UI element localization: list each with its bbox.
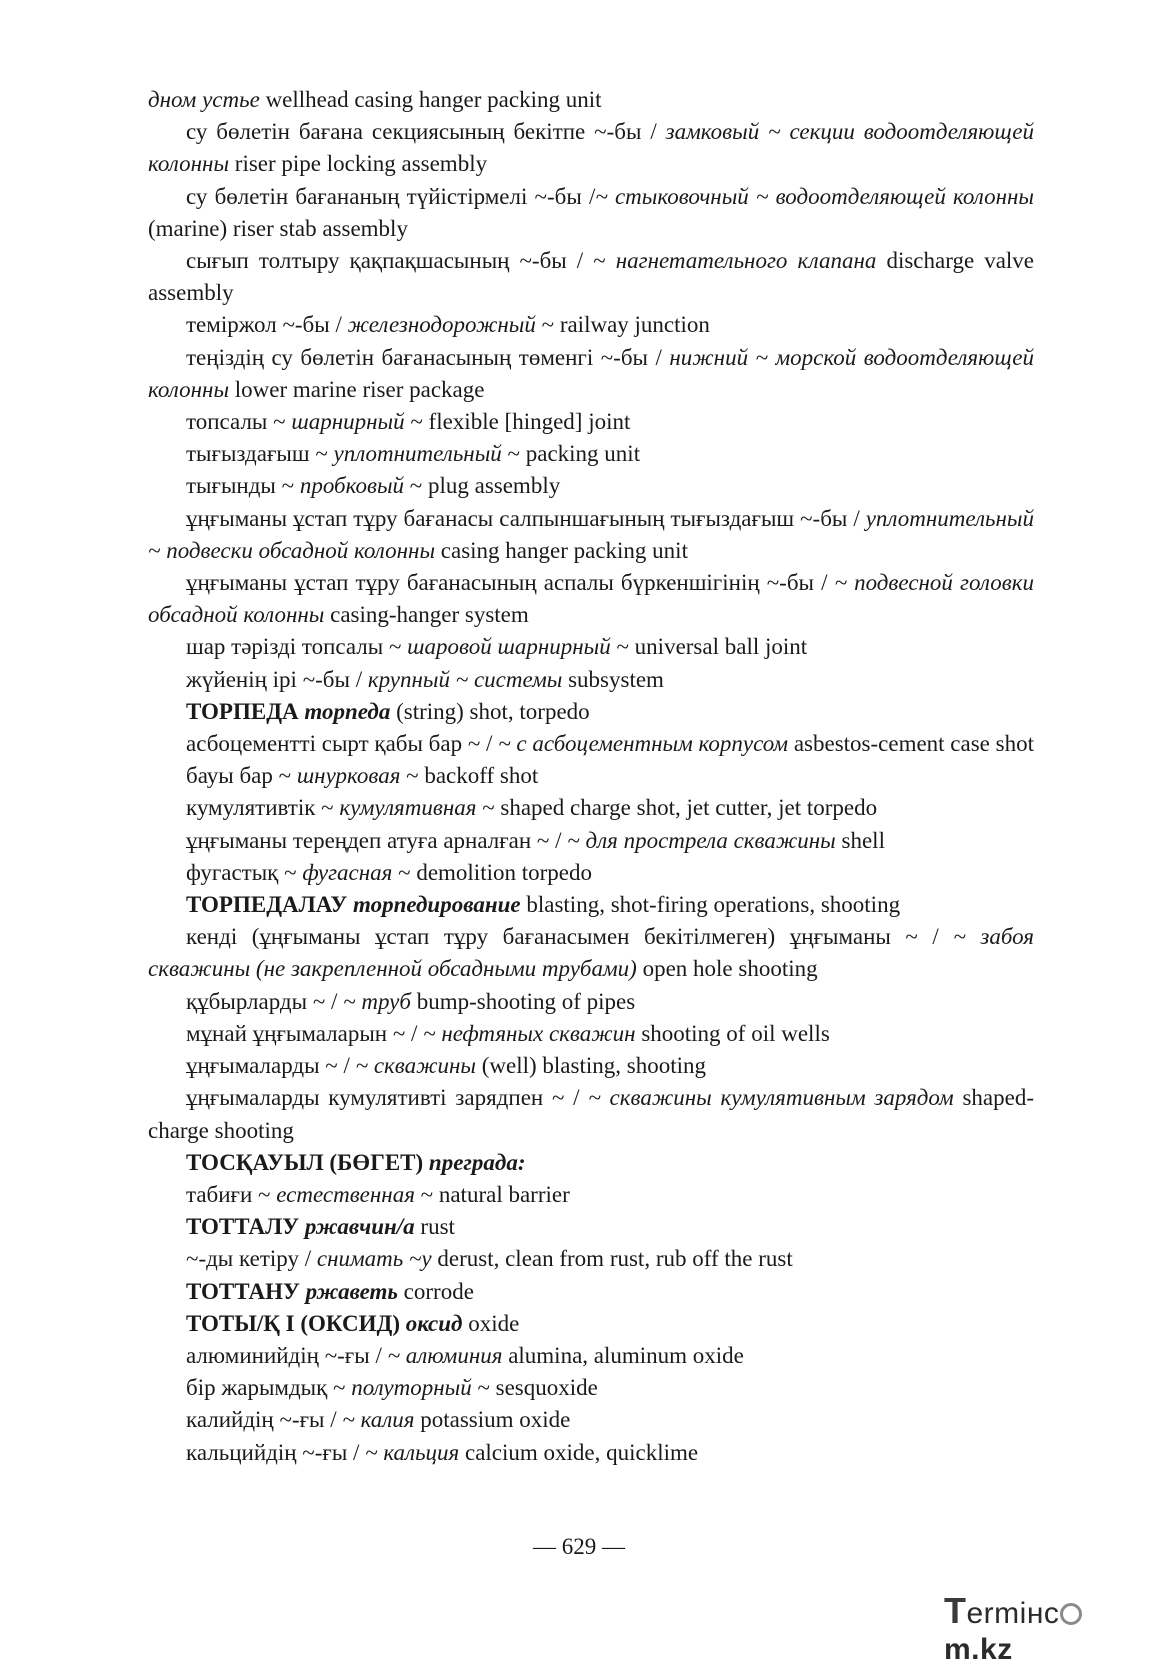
sub-entry	[148, 1243, 1034, 1275]
headword-kazakh: ТОТТАЛУ	[186, 1214, 300, 1240]
kazakh-term: фугастық ~	[186, 859, 303, 885]
watermark-lead-letter: T	[944, 1590, 967, 1631]
russian-term: уплотнительный	[333, 441, 502, 467]
kazakh-term: мұнай ұңғымаларын ~ /	[186, 1020, 424, 1046]
sub-entry	[148, 438, 1034, 470]
site-watermark[interactable]	[944, 1590, 1144, 1666]
headword-russian: преграда:	[428, 1149, 526, 1175]
english-term: open hole shooting	[636, 956, 818, 982]
russian-term: ~ скважины	[355, 1053, 476, 1079]
kazakh-term: бір жарымдық ~	[186, 1375, 352, 1401]
sub-entry	[148, 1018, 1034, 1050]
russian-term: ~ калия	[342, 1407, 415, 1433]
sub-entry	[148, 1340, 1034, 1372]
headword-russian: ржавчин/а	[304, 1214, 415, 1240]
ring-logo-icon	[1060, 1603, 1082, 1625]
kazakh-term: бауы бар ~	[186, 763, 297, 789]
english-term: ~ sesquoxide	[471, 1375, 598, 1401]
page-number: — 629 —	[533, 1534, 625, 1559]
kazakh-term: ~-ды кетіру /	[186, 1246, 317, 1272]
kazakh-term: кальцийдің ~-ғы /	[186, 1439, 366, 1465]
kazakh-term: су бөлетін бағана секциясының бекітпе ~-бы /	[186, 119, 666, 145]
kazakh-term: тығыздағыш ~	[186, 441, 334, 467]
sub-entry	[148, 921, 1034, 985]
russian-term: железнодорожный	[347, 312, 536, 338]
headword-kazakh: ТОСҚАУЫЛ (БӨГЕТ)	[186, 1149, 424, 1175]
russian-term: шарнирный	[291, 409, 405, 435]
kazakh-term: табиғи ~	[186, 1181, 277, 1207]
watermark-text: ermінc	[966, 1597, 1060, 1630]
kazakh-term: ұңғымаларды кумулятивті зарядпен ~ /	[186, 1085, 589, 1111]
kazakh-term: теміржол ~-бы /	[186, 312, 348, 338]
russian-term: ~ кальция	[365, 1439, 460, 1465]
russian-term: шаровой шарнирный	[407, 634, 611, 660]
english-term: ~ demolition torpedo	[392, 859, 592, 885]
kazakh-term: асбоцементті сырт қабы бар ~ /	[186, 731, 499, 757]
english-term: riser pipe locking assembly	[229, 151, 488, 177]
english-term: oxide	[462, 1310, 520, 1336]
sub-entry	[148, 1050, 1034, 1082]
headword-entry	[148, 1308, 1034, 1340]
kazakh-term: калийдің ~-ғы /	[186, 1407, 343, 1433]
headword-entry	[148, 1276, 1034, 1308]
headword-kazakh: ТОТТАНУ	[186, 1278, 300, 1304]
sub-entry	[148, 1082, 1034, 1146]
russian-term: дном устье	[148, 87, 260, 112]
russian-term: естественная	[276, 1181, 415, 1207]
watermark-domain: m.kz	[944, 1633, 1013, 1666]
sub-entry	[148, 1179, 1034, 1211]
continued-entry	[148, 84, 1034, 116]
english-term: shaped-charge shooting	[148, 1085, 1034, 1143]
sub-entry	[148, 631, 1034, 663]
kazakh-term: кенді (ұңғыманы ұстап тұру бағанасымен бекітілмеген) ұңғыманы ~ /	[186, 924, 954, 950]
kazakh-term: алюминийдің ~-ғы /	[186, 1342, 388, 1368]
english-term: (string) shot, torpedo	[390, 698, 590, 724]
kazakh-term: ұңғыманы тереңдеп атуға арналған ~ /	[186, 827, 568, 853]
english-term: ~ plug assembly	[404, 473, 561, 499]
russian-term: снимать ~у	[316, 1246, 432, 1272]
russian-term: нагнетательного клапана	[615, 248, 877, 274]
russian-term: ~ нефтяных скважин	[423, 1020, 636, 1046]
english-term: casing-hanger system	[324, 602, 529, 628]
russian-term: замковый ~ секции водоотделяющей колонны	[148, 119, 1034, 177]
english-term: lower marine riser package	[229, 376, 485, 402]
kazakh-term: су бөлетін бағананың түйістірмелі ~-бы /	[186, 183, 596, 209]
sub-entry	[148, 406, 1034, 438]
sub-entry	[148, 1437, 1034, 1469]
sub-entry	[148, 664, 1034, 696]
headword-russian: ржаветь	[305, 1278, 398, 1304]
sub-entry	[148, 245, 1034, 309]
russian-term: ~ забоя скважины (не закрепленной обсадными трубами)	[148, 924, 1034, 982]
english-term: ~ universal ball joint	[610, 634, 808, 660]
kazakh-term: тығынды ~	[186, 473, 300, 499]
headword-entry	[148, 1211, 1034, 1243]
english-term: corrode	[397, 1278, 474, 1304]
english-term: blasting, shot-firing operations, shooting	[520, 892, 901, 918]
russian-term: крупный ~ системы	[367, 666, 563, 692]
english-term: bump-shooting of pipes	[410, 988, 636, 1014]
english-term: ~ packing unit	[501, 441, 641, 467]
sub-entry	[148, 792, 1034, 824]
sub-entry	[148, 857, 1034, 889]
russian-term: ~ труб	[343, 988, 411, 1014]
russian-term: ~ скважины кумулятивным зарядом	[588, 1085, 954, 1111]
english-term: ~ shaped charge shot, jet cutter, jet torpedo	[476, 795, 878, 821]
sub-entry	[148, 181, 1034, 245]
english-term: shooting of oil wells	[635, 1020, 830, 1046]
sub-entry	[148, 986, 1034, 1018]
english-term: subsystem	[562, 666, 664, 692]
headword-russian: торпедирование	[353, 892, 521, 918]
english-term: discharge valve assembly	[148, 248, 1034, 306]
sub-entry	[148, 503, 1034, 567]
headword-kazakh: ТОРПЕДА	[186, 698, 299, 724]
english-term: ~ railway junction	[535, 312, 710, 338]
kazakh-term: топсалы ~	[186, 409, 292, 435]
kazakh-term: ұңғыманы ұстап тұру бағанасының аспалы бүркеншігінің ~-бы /	[186, 570, 835, 596]
headword-entry	[148, 889, 1034, 921]
kazakh-term: ұңғымаларды ~ /	[186, 1053, 356, 1079]
kazakh-term: кумулятивтік ~	[186, 795, 340, 821]
sub-entry	[148, 728, 1034, 760]
english-term: derust, clean from rust, rub off the rust	[431, 1246, 793, 1272]
russian-term: пробковый	[299, 473, 405, 499]
english-term: asbestos-cement case shot	[788, 731, 1034, 757]
kazakh-term: құбырларды ~ /	[186, 988, 344, 1014]
english-term: ~ flexible [hinged] joint	[404, 409, 631, 435]
sub-entry	[148, 470, 1034, 502]
sub-entry	[148, 1372, 1034, 1404]
russian-term: кумулятивная	[339, 795, 477, 821]
kazakh-term: сығып толтыру қақпақшасының ~-бы / ~	[186, 248, 616, 274]
kazakh-term: шар тәрізді топсалы ~	[186, 634, 408, 660]
russian-term: ~ подвесной головки обсадной колонны	[148, 570, 1034, 628]
english-term: alumina, aluminum oxide	[502, 1342, 744, 1368]
sub-entry	[148, 309, 1034, 341]
english-term: ~ backoff shot	[400, 763, 539, 789]
russian-term: шнурковая	[296, 763, 401, 789]
english-term: rust	[414, 1214, 455, 1240]
russian-term: нижний ~ морской водоотделяющей колонны	[148, 344, 1034, 402]
sub-entry	[148, 116, 1034, 180]
english-term: potassium oxide	[414, 1407, 571, 1433]
english-term: (marine) riser stab assembly	[148, 215, 408, 241]
headword-russian: оксид	[405, 1310, 463, 1336]
english-term: shell	[835, 827, 885, 853]
sub-entry	[148, 1404, 1034, 1436]
russian-term: уплотнительный ~ подвески обсадной колонны	[148, 505, 1034, 563]
kazakh-term: теңіздің су бөлетін бағанасының төменгі ~-бы /	[186, 344, 670, 370]
english-term: ~ natural barrier	[414, 1181, 570, 1207]
headword-entry	[148, 696, 1034, 728]
english-term: wellhead casing hanger packing unit	[259, 87, 602, 112]
sub-entry	[148, 825, 1034, 857]
russian-term: полуторный	[351, 1375, 472, 1401]
english-term: casing hanger packing unit	[435, 537, 688, 563]
russian-term: ~ алюминия	[387, 1342, 503, 1368]
kazakh-term: ұңғыманы ұстап тұру бағанасы салпыншағының тығыздағыш ~-бы /	[186, 505, 866, 531]
russian-term: фугасная	[302, 859, 393, 885]
kazakh-term: жүйенің ірі ~-бы /	[186, 666, 368, 692]
english-term: (well) blasting, shooting	[476, 1053, 706, 1079]
sub-entry	[148, 567, 1034, 631]
headword-kazakh: ТОТЫ/Қ І (ОКСИД)	[186, 1310, 401, 1336]
english-term: calcium oxide, quicklime	[459, 1439, 699, 1465]
headword-kazakh: ТОРПЕДАЛАУ	[186, 892, 348, 918]
headword-entry	[148, 1147, 1034, 1179]
russian-term: ~ с асбоцементным корпусом	[498, 731, 789, 757]
headword-russian: торпеда	[304, 698, 391, 724]
dictionary-body	[148, 84, 1034, 1469]
sub-entry	[148, 760, 1034, 792]
russian-term: ~ для прострела скважины	[567, 827, 836, 853]
sub-entry	[148, 342, 1034, 406]
russian-term: ~ стыковочный ~ водоотделяющей колонны	[595, 183, 1035, 209]
